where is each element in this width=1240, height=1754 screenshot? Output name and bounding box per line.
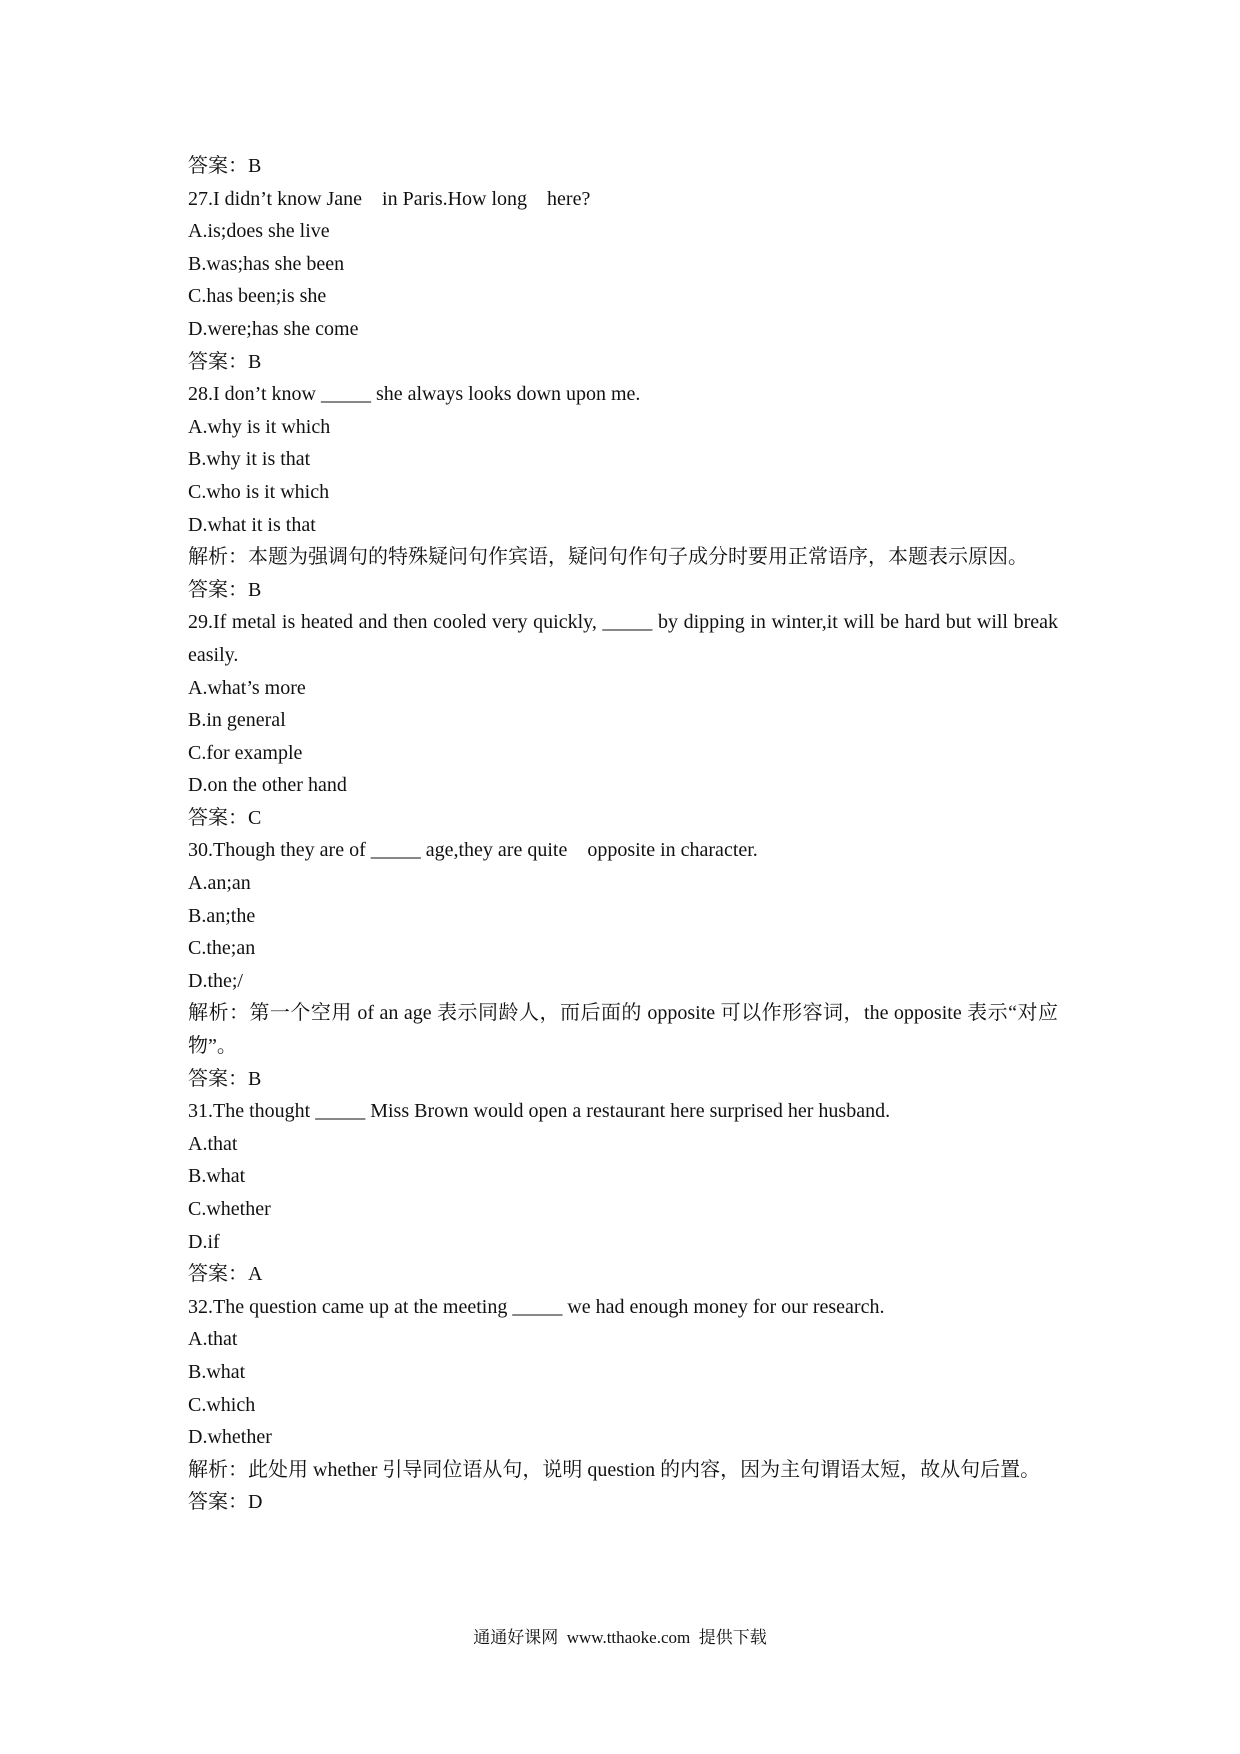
- option-31-b: B.what: [188, 1165, 246, 1188]
- analysis-30: 解析：第一个空用 of an age 表示同龄人，而后面的 opposite 可以作形容词，the opposite 表示“对应物”。: [188, 1002, 1058, 1058]
- option-29-c: C.for example: [188, 741, 303, 764]
- option-27-d: D.were;has she come: [188, 317, 359, 340]
- option-29-d: D.on the other hand: [188, 774, 347, 797]
- option-31-c: C.whether: [188, 1198, 271, 1220]
- option-32-c: C.which: [188, 1393, 256, 1416]
- option-28-c: C.who is it which: [188, 480, 330, 503]
- question-29: 29.If metal is heated and then cooled very quickly, _____ by dipping in winter,it will be hard but will break easily.: [188, 611, 1058, 666]
- option-29-a: A.what’s more: [188, 676, 306, 699]
- answer-31: 答案：A: [188, 1263, 263, 1286]
- option-27-b: B.was;has she been: [188, 252, 345, 275]
- option-32-b: B.what: [188, 1360, 246, 1383]
- option-32-a: A.that: [188, 1328, 238, 1351]
- analysis-28: 解析：本题为强调句的特殊疑问句作宾语，疑问句作句子成分时要用正常语序，本题表示原因。: [188, 546, 1028, 569]
- question-32: 32.The question came up at the meeting _____ we had enough money for our research.: [188, 1295, 885, 1318]
- option-30-b: B.an;the: [188, 904, 256, 927]
- option-30-c: C.the;an: [188, 937, 256, 960]
- option-31-d: D.if: [188, 1230, 220, 1253]
- analysis-32: 解析：此处用 whether 引导同位语从句，说明 question 的内容，因为主句谓语太短，故从句后置。: [188, 1458, 1041, 1481]
- option-30-d: D.the;/: [188, 969, 243, 992]
- answer-32: 答案：D: [188, 1491, 263, 1514]
- option-28-a: A.why is it which: [188, 415, 331, 438]
- question-30: 30.Though they are of _____ age,they are quite opposite in character.: [188, 839, 758, 862]
- answer-28: 答案：B: [188, 578, 262, 601]
- question-28: 28.I don’t know _____ she always looks down upon me.: [188, 383, 641, 406]
- document-body: [188, 150, 1058, 1519]
- option-27-a: A.is;does she live: [188, 220, 330, 243]
- question-27: 27.I didn’t know Jane in Paris.How long here?: [188, 187, 591, 210]
- option-32-d: D.whether: [188, 1426, 272, 1449]
- option-31-a: A.that: [188, 1132, 238, 1155]
- question-31: 31.The thought _____ Miss Brown would open a restaurant here surprised her husband.: [188, 1100, 891, 1123]
- answer-29: 答案：C: [188, 806, 262, 829]
- answer-30: 答案：B: [188, 1067, 262, 1090]
- option-27-c: C.has been;is she: [188, 285, 327, 308]
- option-30-a: A.an;an: [188, 872, 251, 895]
- answer-line: 答案：B: [188, 155, 262, 177]
- option-29-b: B.in general: [188, 709, 286, 732]
- answer-27: 答案：B: [188, 350, 262, 373]
- option-28-b: B.why it is that: [188, 448, 311, 471]
- page-footer: 通通好课网 www.tthaoke.com 提供下载: [473, 1628, 767, 1647]
- option-28-d: D.what it is that: [188, 513, 316, 536]
